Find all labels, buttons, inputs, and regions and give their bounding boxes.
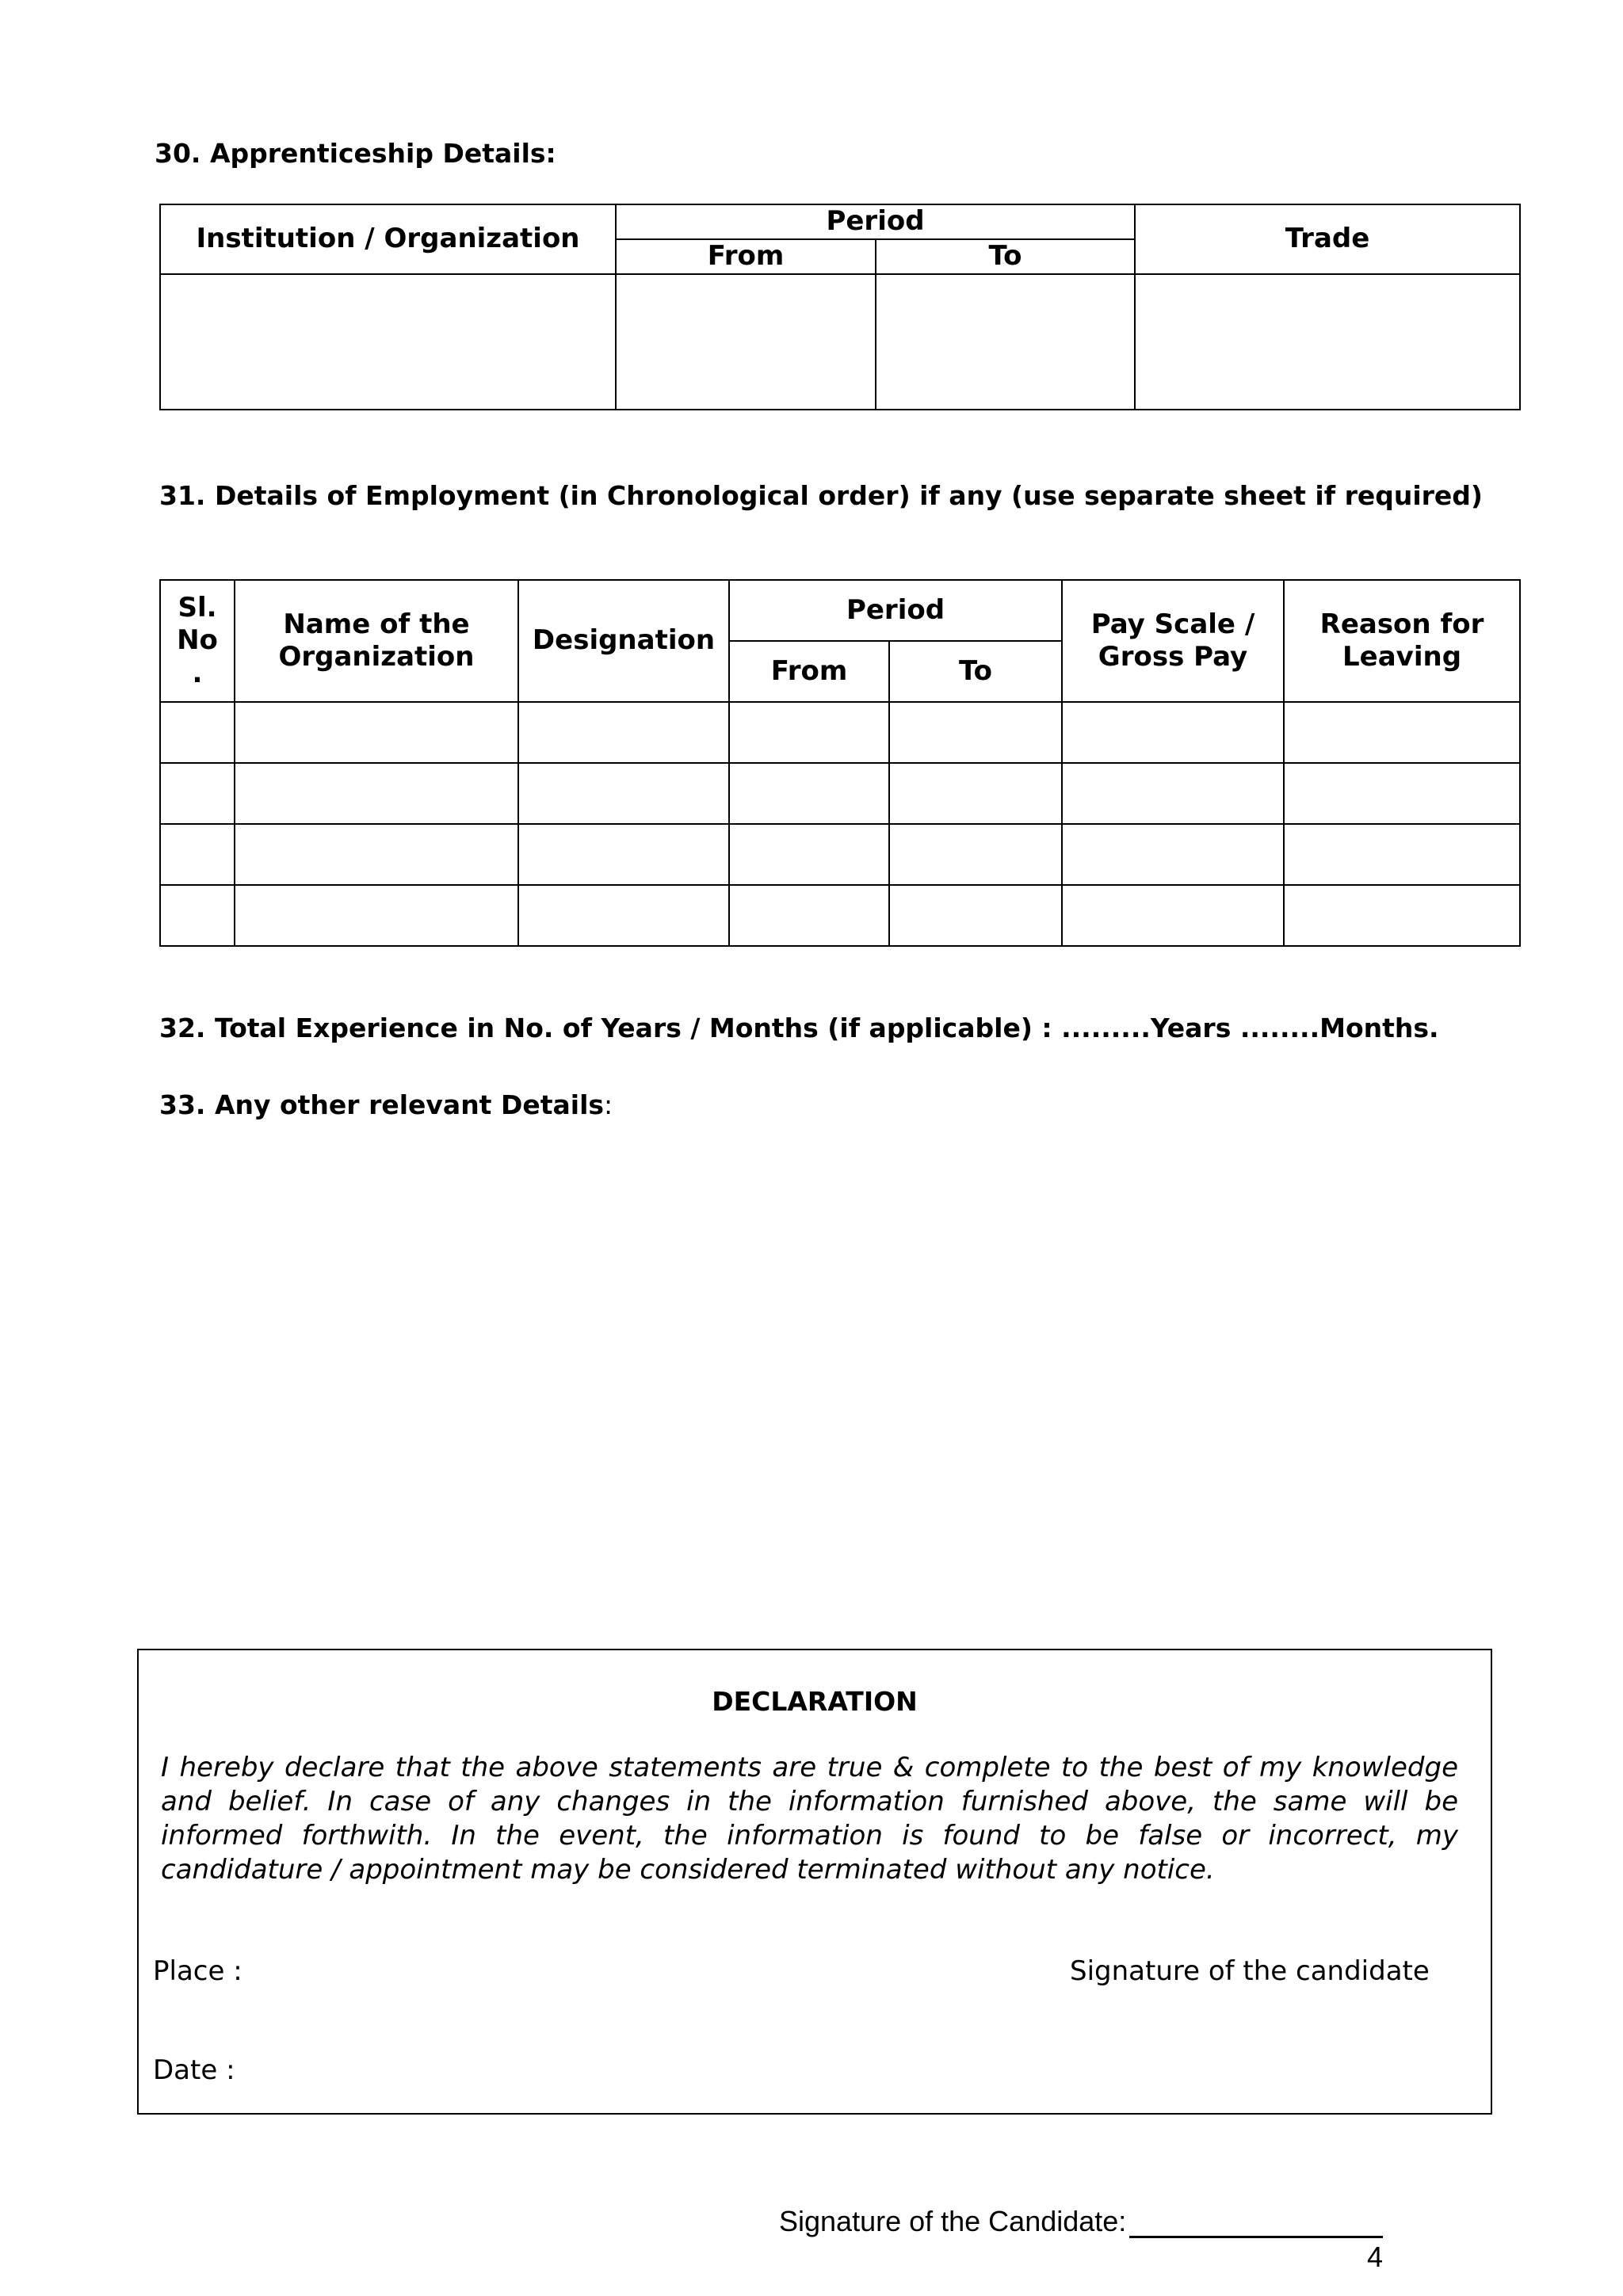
cell-trade[interactable] xyxy=(1135,274,1520,410)
page-number: 4 xyxy=(1367,2241,1384,2273)
section-32-total-experience: 32. Total Experience in No. of Years / Months (if applicable) : .........Years ........Months. xyxy=(159,1013,1439,1043)
table-row xyxy=(160,274,1520,410)
col-header-period: Period xyxy=(729,580,1062,641)
col-header-trade: Trade xyxy=(1135,204,1520,274)
table-row xyxy=(160,824,1520,885)
col-header-from: From xyxy=(616,239,876,274)
cell-from[interactable] xyxy=(616,274,876,410)
col-header-slno: Sl. No . xyxy=(160,580,235,702)
footer-signature-label: Signature of the Candidate: xyxy=(779,2205,1127,2237)
table-row xyxy=(160,763,1520,824)
col-header-reason: Reason for Leaving xyxy=(1284,580,1520,702)
cell-institution[interactable] xyxy=(160,274,616,410)
signature-line[interactable] xyxy=(1129,2236,1383,2238)
apprenticeship-table xyxy=(159,204,1521,410)
date-label: Date : xyxy=(153,2054,235,2086)
col-header-period: Period xyxy=(616,204,1135,239)
cell-to[interactable] xyxy=(876,274,1135,410)
table-row xyxy=(160,702,1520,763)
employment-table xyxy=(159,579,1521,947)
candidate-signature-label: Signature of the candidate xyxy=(1070,1955,1430,1987)
place-label: Place : xyxy=(153,1955,242,1987)
section-33-title: 33. Any other relevant Details: xyxy=(159,1089,613,1120)
col-header-to: To xyxy=(889,641,1062,702)
col-header-pay-scale: Pay Scale / Gross Pay xyxy=(1062,580,1284,702)
col-header-organization: Name of the Organization xyxy=(235,580,518,702)
declaration-title: DECLARATION xyxy=(712,1686,918,1717)
table-row xyxy=(160,885,1520,946)
section-31-title: 31. Details of Employment (in Chronological order) if any (use separate sheet if required) xyxy=(159,480,1484,511)
col-header-institution: Institution / Organization xyxy=(160,204,616,274)
section-30-title: 30. Apprenticeship Details: xyxy=(155,138,556,169)
declaration-text: I hereby declare that the above statements are true & complete to the best of my knowledge and belief. In case of any changes in the information furnished above, the same will be informed forthwith. In the event, the information is found to be false or incorrect, my candidature / appointment may be considered terminated without any notice. xyxy=(161,1752,1458,1886)
col-header-designation: Designation xyxy=(518,580,729,702)
col-header-to: To xyxy=(876,239,1135,274)
col-header-from: From xyxy=(729,641,889,702)
declaration-box xyxy=(137,1649,1492,2115)
